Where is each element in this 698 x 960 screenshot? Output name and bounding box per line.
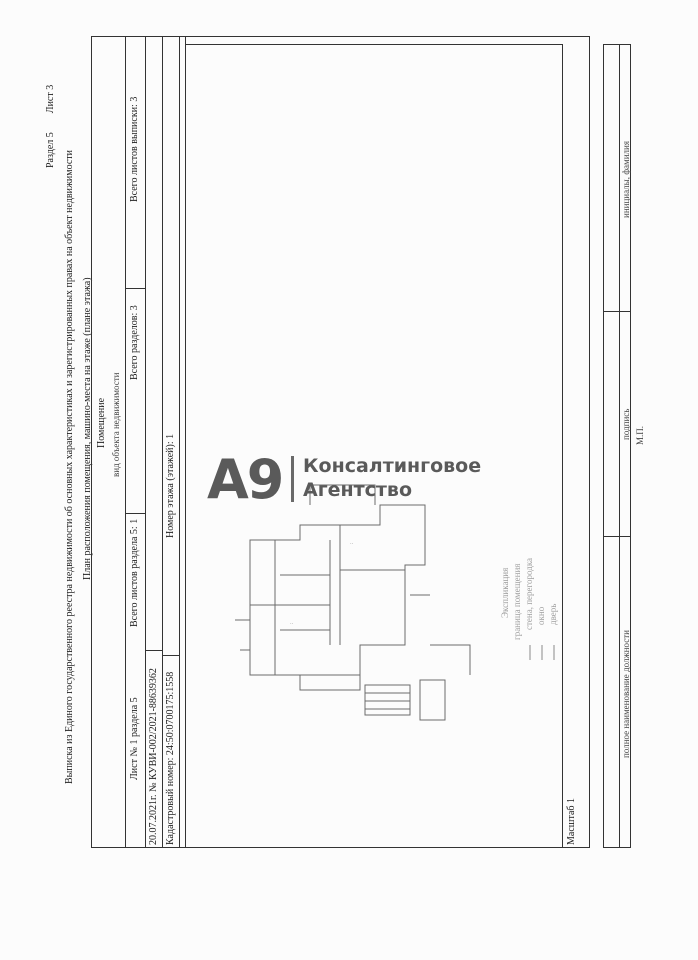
total-sheets-section: Всего листов раздела 5: 1	[129, 518, 140, 627]
total-sheets: Всего листов выписки: 3	[129, 96, 140, 202]
initials-caption: инициалы, фамилия	[621, 141, 631, 218]
document-subtitle: План расположения помещения, машино-места на этаже (плане этажа)	[82, 277, 93, 580]
plan-legend-item-1: граница помещения	[512, 563, 522, 640]
row-divider-3	[162, 36, 163, 848]
cadastral-divider	[162, 655, 179, 656]
signature-caption: подпись	[621, 408, 631, 440]
signature-baseline	[619, 44, 620, 848]
date-row-end	[145, 650, 162, 651]
scale-label: Масштаб 1	[566, 798, 577, 845]
row-divider-1	[125, 36, 126, 848]
stamp-caption: М.П.	[635, 425, 645, 445]
sheet-label: Лист 3	[45, 84, 56, 114]
plan-legend-item-4: дверь	[548, 603, 558, 625]
logo-divider	[291, 456, 294, 502]
logo-mark: А9	[207, 448, 283, 511]
section-sheet-label	[45, 85, 56, 168]
total-sections: Всего разделов: 3	[129, 305, 140, 380]
section-label: Раздел 5	[45, 132, 56, 168]
svg-text:··: ··	[350, 541, 354, 547]
row-divider-2	[145, 36, 146, 848]
object-caption: вид объекта недвижимости	[111, 372, 121, 477]
meta-cell-divider-2	[125, 513, 145, 514]
cadastral-number: Кадастровый номер: 24:50:0700175:1558	[165, 671, 176, 845]
meta-cell-divider-1	[125, 288, 145, 289]
plan-legend-title: Экспликация	[500, 567, 510, 618]
logo-line-1: Консалтинговое	[303, 455, 482, 477]
position-caption: полное наименование должности	[621, 630, 631, 758]
plan-legend-item-3: окно	[536, 606, 546, 625]
agency-logo	[207, 448, 507, 512]
date-number: 20.07.2021г. № КУВИ-002/2021-88639362	[148, 668, 159, 845]
document-title: Выписка из Единого государственного реестра недвижимости об основных характеристиках и зарегистрированных правах на объект недвижимости	[64, 149, 75, 784]
floor-number: Номер этажа (этажей): 1	[165, 433, 176, 538]
signature-divider-1	[603, 311, 631, 312]
svg-text:··: ··	[290, 621, 294, 627]
object-name: Помещение	[96, 397, 107, 448]
sheet-of-section: Лист № 1 раздела 5	[129, 697, 140, 780]
logo-line-2: Агентство	[303, 479, 413, 501]
signature-divider-2	[603, 536, 631, 537]
plan-legend-item-2: стена, перегородка	[524, 557, 534, 630]
